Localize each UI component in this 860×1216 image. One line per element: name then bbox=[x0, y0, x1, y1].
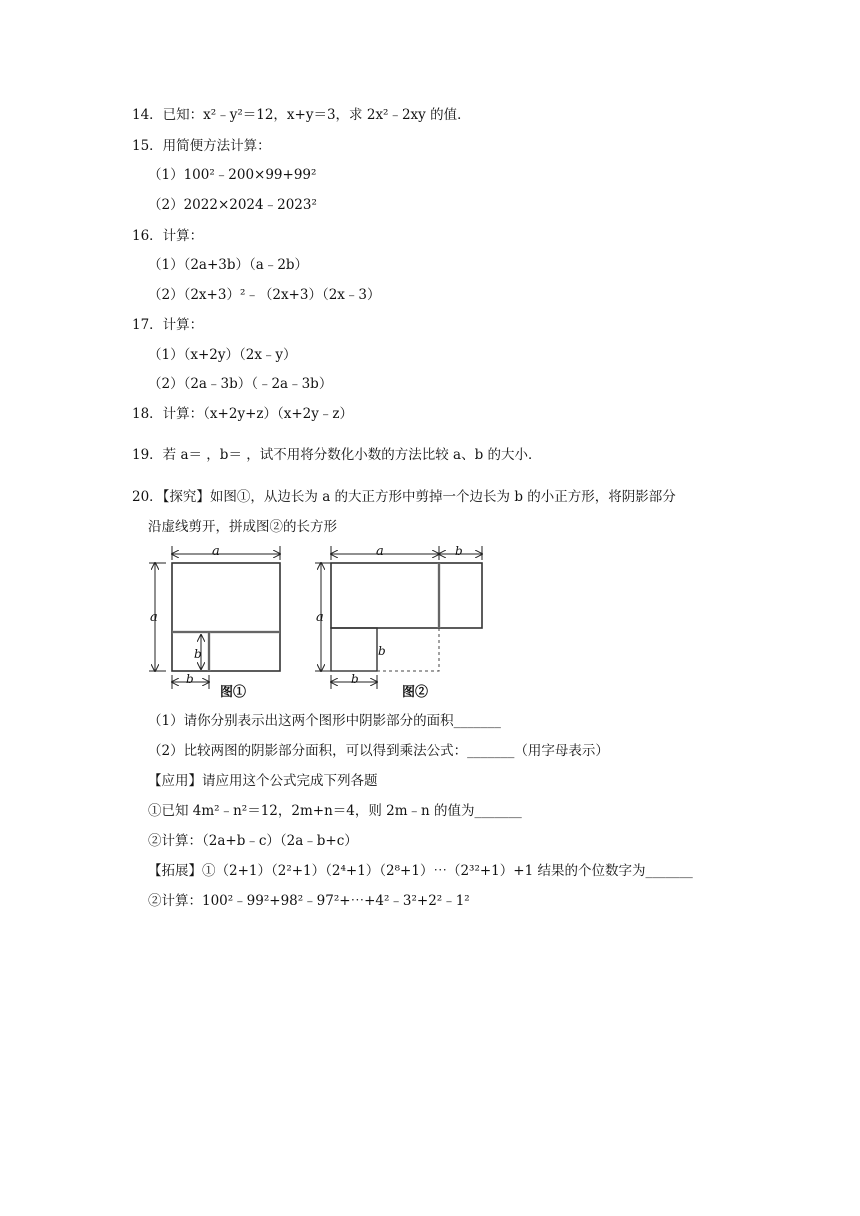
question-16: 16．计算： bbox=[132, 228, 204, 244]
fig1-label-a-left: a bbox=[150, 610, 158, 625]
fig2-label-b-bottom: b bbox=[351, 672, 359, 686]
question-20-extension-2: ②计算：100²﹣99²+98²﹣97²+⋯+4²﹣3²+2²﹣1² bbox=[148, 893, 470, 909]
fig2-label-a-left: a bbox=[316, 610, 324, 625]
fig1-caption: 图① bbox=[220, 685, 247, 700]
question-20-part-1: （1）请你分别表示出这两个图形中阴影部分的面积_______ bbox=[148, 713, 501, 729]
question-17: 17．计算： bbox=[132, 317, 204, 333]
question-18: 18．计算：（x+2y+z）（x+2y﹣z） bbox=[132, 406, 353, 422]
fig1-label-b-bottom: b bbox=[186, 672, 194, 686]
question-20-application-2: ②计算：（2a+b﹣c）（2a﹣b+c） bbox=[148, 833, 358, 849]
question-20-application-1: ①已知 4m²﹣n²＝12，2m+n＝4，则 2m﹣n 的值为_______ bbox=[148, 803, 522, 819]
question-15-part-1: （1）100²﹣200×99+99² bbox=[148, 167, 317, 183]
fig2-small-square bbox=[331, 628, 377, 671]
question-20-part-2: （2）比较两图的阴影部分面积，可以得到乘法公式：_______（用字母表示） bbox=[148, 743, 609, 759]
fig2-label-b-top: b bbox=[455, 544, 463, 558]
question-17-part-1: （1）（x+2y）（2x﹣y） bbox=[148, 347, 297, 363]
fig2-dashed-outline bbox=[377, 628, 439, 671]
figure-2 bbox=[315, 544, 482, 700]
question-15-part-2: （2）2022×2024﹣2023² bbox=[148, 197, 317, 213]
question-20-intro-cont: 沿虚线剪开，拼成图②的长方形 bbox=[148, 519, 337, 535]
question-17-part-2: （2）（2a﹣3b）（﹣2a﹣3b） bbox=[148, 376, 333, 392]
fig1-outer-square bbox=[172, 563, 280, 671]
figure-diagram bbox=[140, 543, 500, 701]
question-19: 19．若 a＝ ，b＝ ，试不用将分数化小数的方法比较 a、b 的大小． bbox=[132, 447, 542, 463]
fig2-label-a-top: a bbox=[376, 544, 384, 559]
question-20-extension-1: 【拓展】①（2+1）（2²+1）（2⁴+1）（2⁸+1）⋯（2³²+1）+1 结果的个位数字为_______ bbox=[148, 863, 693, 879]
question-20-intro: 20．【探究】如图①，从边长为 a 的大正方形中剪掉一个边长为 b 的小正方形，将阴影部分 bbox=[132, 489, 676, 505]
fig2-caption: 图② bbox=[402, 685, 429, 700]
question-16-part-2: （2）（2x+3）²﹣（2x+3）（2x﹣3） bbox=[148, 287, 381, 303]
figure-svg bbox=[140, 543, 500, 701]
question-16-part-1: （1）（2a+3b）（a﹣2b） bbox=[148, 257, 309, 273]
fig1-label-b-inner: b bbox=[194, 647, 202, 661]
fig1-label-a-top: a bbox=[212, 544, 220, 559]
question-20-application: 【应用】请应用这个公式完成下列各题 bbox=[148, 773, 378, 789]
question-15: 15．用简便方法计算： bbox=[132, 138, 271, 154]
figure-1 bbox=[149, 544, 280, 700]
question-14: 14．已知：x²﹣y²＝12，x+y＝3，求 2x²﹣2xy 的值． bbox=[132, 107, 471, 123]
fig2-rectangle bbox=[331, 563, 482, 628]
fig2-label-b-inner: b bbox=[378, 644, 386, 658]
